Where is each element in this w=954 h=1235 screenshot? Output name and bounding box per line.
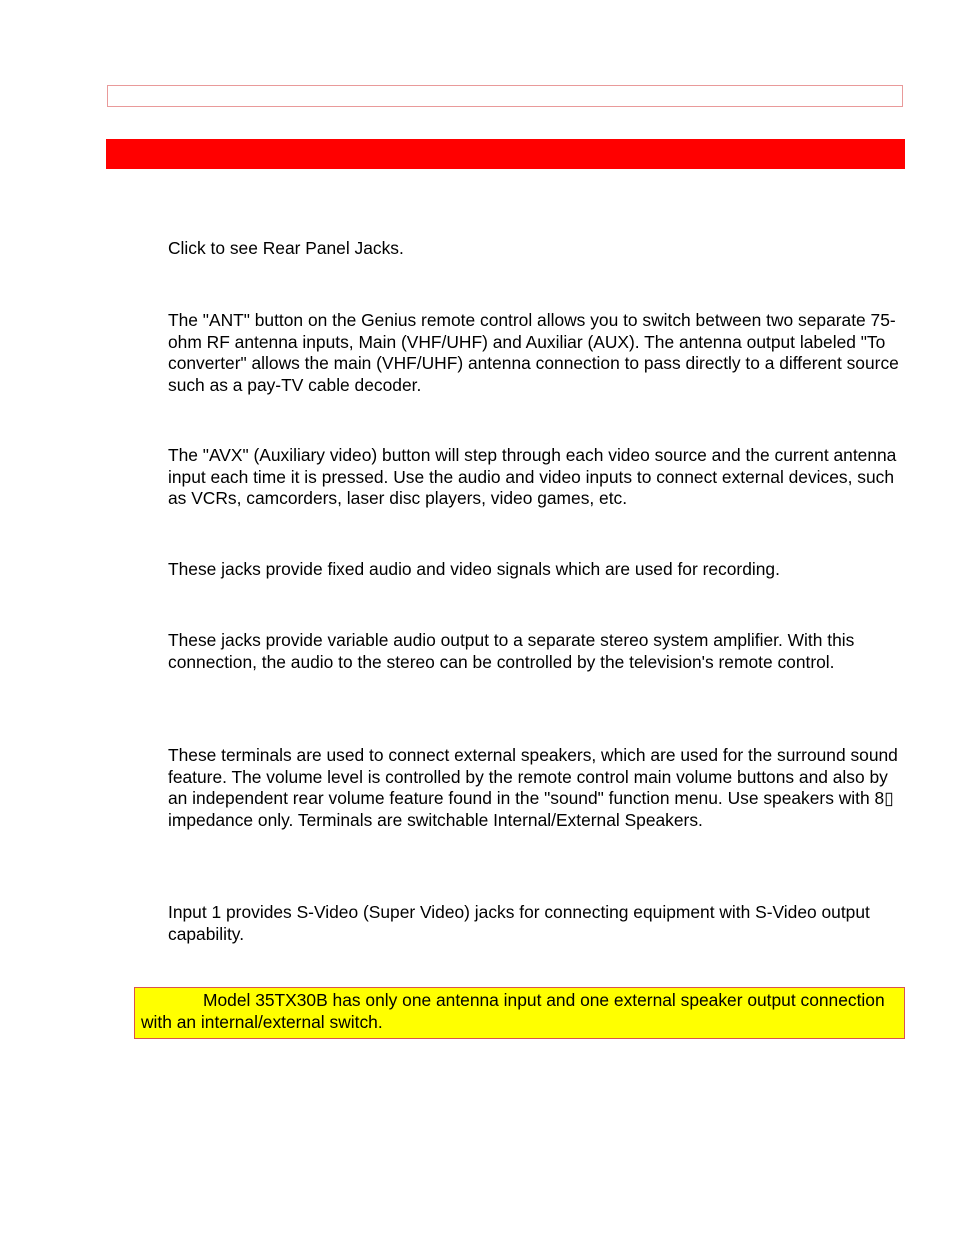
svideo-paragraph: Input 1 provides S-Video (Super Video) jacks for connecting equipment with S-Video output capability. bbox=[168, 902, 870, 944]
speakers-paragraph: These terminals are used to connect external speakers, which are used for the surround sound feature. The volume level is controlled by the remote control main volume buttons and also by an independent rear volume feature found in the "sound" function menu. Use speakers with 8▯ impedance only. Terminals are switchable Internal/External Speakers. bbox=[168, 745, 898, 830]
model-note-box bbox=[134, 987, 905, 1039]
rear-panel-link[interactable] bbox=[168, 238, 908, 260]
fixed-output-paragraph: These jacks provide fixed audio and video signals which are used for recording. bbox=[168, 559, 780, 579]
title-bar bbox=[106, 139, 905, 169]
rear-panel-link-text[interactable]: Click to see Rear Panel Jacks. bbox=[168, 238, 404, 258]
ant-paragraph: The "ANT" button on the Genius remote control allows you to switch between two separate 75-ohm RF antenna inputs, Main (VHF/UHF) and Auxiliar (AUX). The antenna output labeled "To converter" allows the main (VHF/UHF) antenna connection to pass directly to a different source such as a pay-TV cable decoder. bbox=[168, 310, 899, 395]
avx-paragraph: The "AVX" (Auxiliary video) button will step through each video source and the current antenna input each time it is pressed. Use the audio and video inputs to connect external devices, such as VCRs, camcorders, laser disc players, video games, etc. bbox=[168, 445, 897, 508]
model-note-text: Model 35TX30B has only one antenna input and one external speaker output connection with an internal/external switch. bbox=[141, 990, 885, 1032]
header-box bbox=[107, 85, 903, 107]
variable-output-paragraph: These jacks provide variable audio output to a separate stereo system amplifier. With this connection, the audio to the stereo can be controlled by the television's remote control. bbox=[168, 630, 855, 672]
